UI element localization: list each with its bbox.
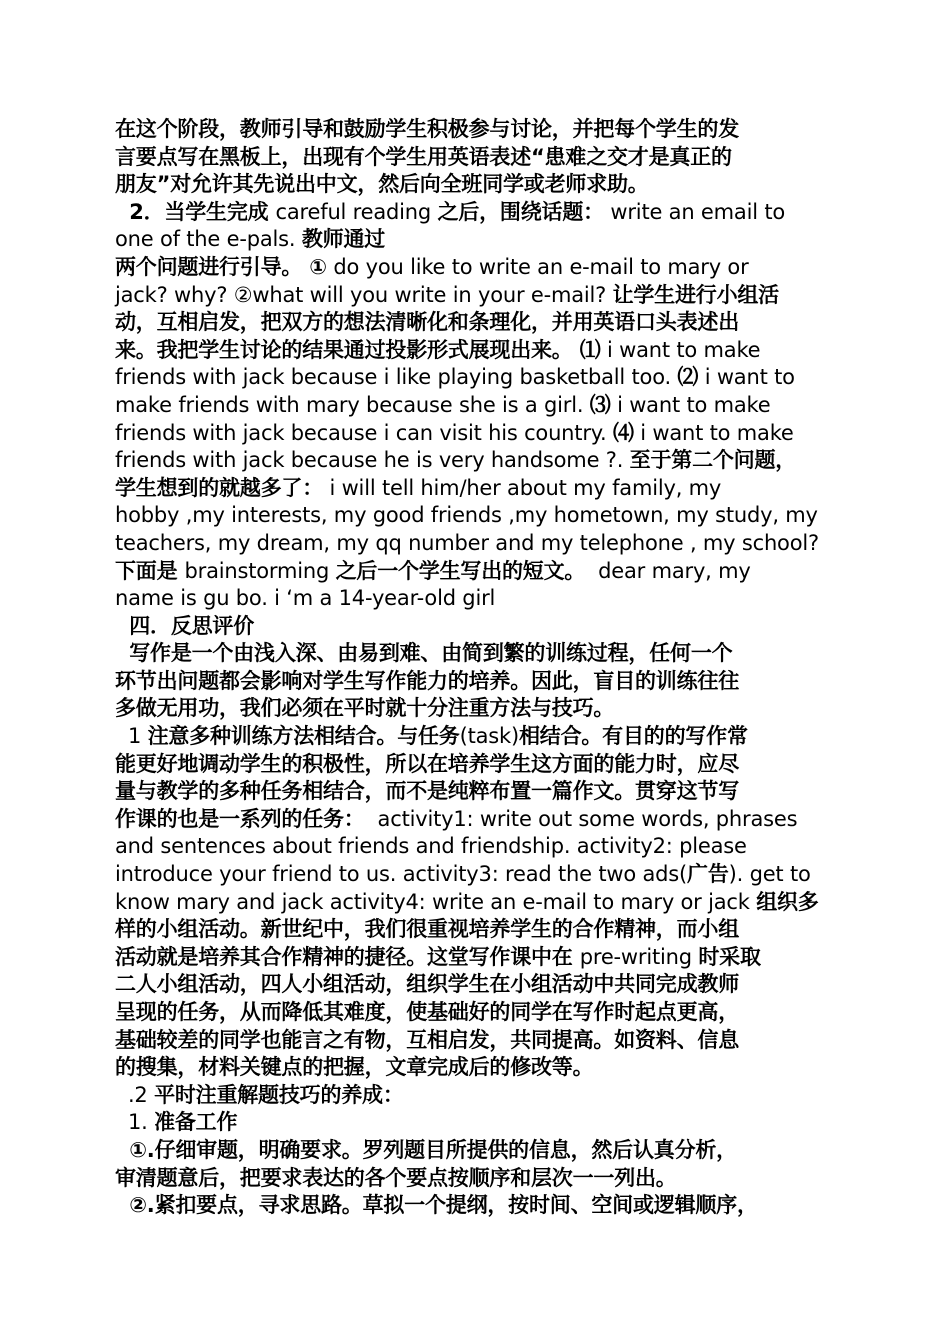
- text-line: [115, 1109, 837, 1137]
- text-run: 之后，围绕话题：: [437, 199, 604, 224]
- text-run: 量与教学的多种任务相结合，而不是纯粹布置一篇作文。贯穿这节写: [115, 779, 739, 804]
- text-line: [115, 695, 837, 723]
- text-line: [115, 751, 837, 779]
- text-run: 之后一个学生写出的短文。: [335, 558, 586, 583]
- text-run: pre-writing: [579, 944, 699, 969]
- text-run: know mary and jack activity4: write an e-mail to mary or jack: [115, 889, 757, 914]
- text-line: [115, 806, 837, 834]
- text-run: 1.: [115, 1110, 155, 1135]
- text-run: 来。我把学生讨论的结果通过投影形式展现出来。 ⑴: [115, 337, 601, 362]
- text-line: [115, 558, 837, 586]
- text-line: [115, 889, 837, 917]
- text-line: [115, 392, 837, 420]
- text-run: i will tell him/her about my family, my: [323, 475, 722, 500]
- text-line: [115, 861, 837, 889]
- text-run: careful reading: [275, 199, 438, 224]
- text-run: ①.仔细审题，明确要求。罗列题目所提供的信息，然后认真分析，: [115, 1137, 737, 1162]
- text-line: [115, 309, 837, 337]
- text-run: teachers, my dream, my qq number and my telephone , my school?: [115, 530, 819, 555]
- text-run: 样的小组活动。新世纪中，我们很重视培养学生的合作精神，而小组: [115, 917, 739, 942]
- text-run: 能更好地调动学生的积极性，所以在培养学生这方面的能力时，应尽: [115, 751, 739, 776]
- text-run: i want to make: [610, 392, 771, 417]
- text-line: [115, 144, 837, 172]
- text-line: [115, 723, 837, 751]
- text-run: introduce your friend to us. activity3: read the two ads(: [115, 862, 688, 887]
- text-line: [115, 171, 837, 199]
- text-line: [115, 833, 837, 861]
- text-line: [115, 116, 837, 144]
- text-run: .2: [115, 1082, 155, 1107]
- text-run: dear mary, my: [585, 558, 751, 583]
- text-line: [115, 226, 837, 254]
- text-line: [115, 778, 837, 806]
- text-run: 的搜集，材料关键点的把握，文章完成后的修改等。: [115, 1055, 594, 1080]
- text-run: activity1: write out some words, phrases: [364, 806, 798, 831]
- text-run: 呈现的任务，从而降低其难度，使基础好的同学在写作时起点更高，: [115, 1000, 739, 1024]
- text-run: 环节出问题都会影响对学生写作能力的培养。因此，盲目的训练往往: [115, 668, 739, 693]
- text-line: [115, 971, 837, 999]
- text-run: 学生想到的就越多了：: [115, 475, 323, 500]
- text-run: friends with jack because he is very handsome ?.: [115, 448, 630, 473]
- text-run: name is gu bo. i ‘m a 14-year-old girl: [115, 586, 496, 611]
- text-run: 准备工作: [154, 1110, 238, 1135]
- text-run: 活动就是培养其合作精神的捷径。这堂写作课中在: [115, 944, 580, 969]
- text-run: 平时注重解题技巧的养成：: [154, 1082, 404, 1107]
- text-run: 时采取: [698, 944, 761, 969]
- text-line: [115, 502, 837, 530]
- text-run: 审清题意后，把要求表达的各个要点按顺序和层次一一列出。: [115, 1165, 677, 1190]
- text-run: 在这个阶段，教师引导和鼓励学生积极参与讨论，并把每个学生的发: [115, 117, 739, 141]
- text-run: i want to make: [600, 337, 761, 362]
- text-run: 注意多种训练方法相结合。与任务: [147, 724, 460, 749]
- text-line: [115, 475, 837, 503]
- text-line: [115, 530, 837, 558]
- text-run: and sentences about friends and friendship. activity2: please: [115, 834, 747, 859]
- text-line: [115, 999, 837, 1027]
- text-line: [115, 364, 837, 392]
- text-run: 言要点写在黑板上，出现有个学生用英语表述“患难之交才是真正的: [115, 144, 732, 169]
- text-line: [115, 1137, 837, 1165]
- text-run: 写作是一个由浅入深、由易到难、由简到繁的训练过程，任何一个: [115, 641, 733, 666]
- text-run: do you like to write an e-mail to mary or: [326, 254, 749, 279]
- text-run: one of the e-pals.: [115, 227, 302, 252]
- text-line: [115, 613, 837, 641]
- text-line: [115, 199, 837, 227]
- text-run: 动，互相启发，把双方的想法清晰化和条理化，并用英语口头表述出: [115, 310, 739, 335]
- text-line: [115, 447, 837, 475]
- text-run: ⑷: [612, 420, 634, 445]
- text-run: hobby ,my interests, my good friends ,my hometown, my study, my: [115, 503, 818, 528]
- text-run: i want to make: [633, 420, 794, 445]
- text-run: ②.紧扣要点，寻求思路。草拟一个提纲，按时间、空间或逻辑顺序，: [115, 1193, 758, 1218]
- text-run: 作课的也是一系列的任务：: [115, 806, 365, 831]
- text-run: 两个问题进行引导。 ①: [115, 254, 327, 279]
- text-line: [115, 944, 837, 972]
- text-run: ⑶: [589, 392, 611, 417]
- text-run: ⑵: [677, 365, 699, 390]
- text-run: friends with jack because i can visit his country.: [115, 420, 613, 445]
- text-run: 2．当学生完成: [115, 199, 276, 224]
- text-run: 多做无用功，我们必须在平时就十分注重方法与技巧。: [115, 696, 615, 721]
- text-line: [115, 420, 837, 448]
- text-run: i want to: [698, 365, 795, 390]
- text-run: make friends with mary because she is a girl.: [115, 392, 590, 417]
- text-run: 教师通过: [301, 227, 386, 252]
- text-line: [115, 585, 837, 613]
- text-run: 1: [115, 724, 148, 749]
- text-run: friends with jack because i like playing basketball too.: [115, 365, 678, 390]
- text-run: brainstorming: [184, 558, 336, 583]
- text-line: [115, 337, 837, 365]
- text-line: [115, 640, 837, 668]
- text-run: 组织多: [756, 889, 819, 914]
- text-run: jack? why? ②what will you write in your e-mail?: [115, 282, 613, 307]
- text-run: 二人小组活动，四人小组活动，组织学生在小组活动中共同完成教师: [115, 972, 739, 997]
- document-page: [115, 116, 837, 1220]
- text-line: [115, 1192, 837, 1220]
- text-run: 下面是: [115, 558, 185, 583]
- text-run: 朋友”对允许其先说出中文，然后向全班同学或老师求助。: [115, 172, 649, 197]
- text-run: 让学生进行小组活: [612, 282, 779, 307]
- text-run: 四．反思评价: [115, 613, 255, 638]
- text-line: [115, 1165, 837, 1193]
- text-line: [115, 1054, 837, 1082]
- text-line: [115, 254, 837, 282]
- text-run: ). get to: [728, 862, 811, 887]
- text-line: [115, 282, 837, 310]
- text-run: 基础较差的同学也能言之有物，互相启发，共同提高。如资料、信息: [115, 1027, 739, 1052]
- text-run: 相结合。有目的的写作常: [518, 724, 748, 749]
- text-line: [115, 668, 837, 696]
- text-line: [115, 1082, 837, 1110]
- text-run: write an email to: [603, 199, 785, 224]
- text-run: (task): [459, 724, 519, 749]
- text-line: [115, 916, 837, 944]
- text-run: 广告: [687, 862, 729, 887]
- text-line: [115, 1027, 837, 1055]
- text-run: 至于第二个问题，: [629, 448, 797, 473]
